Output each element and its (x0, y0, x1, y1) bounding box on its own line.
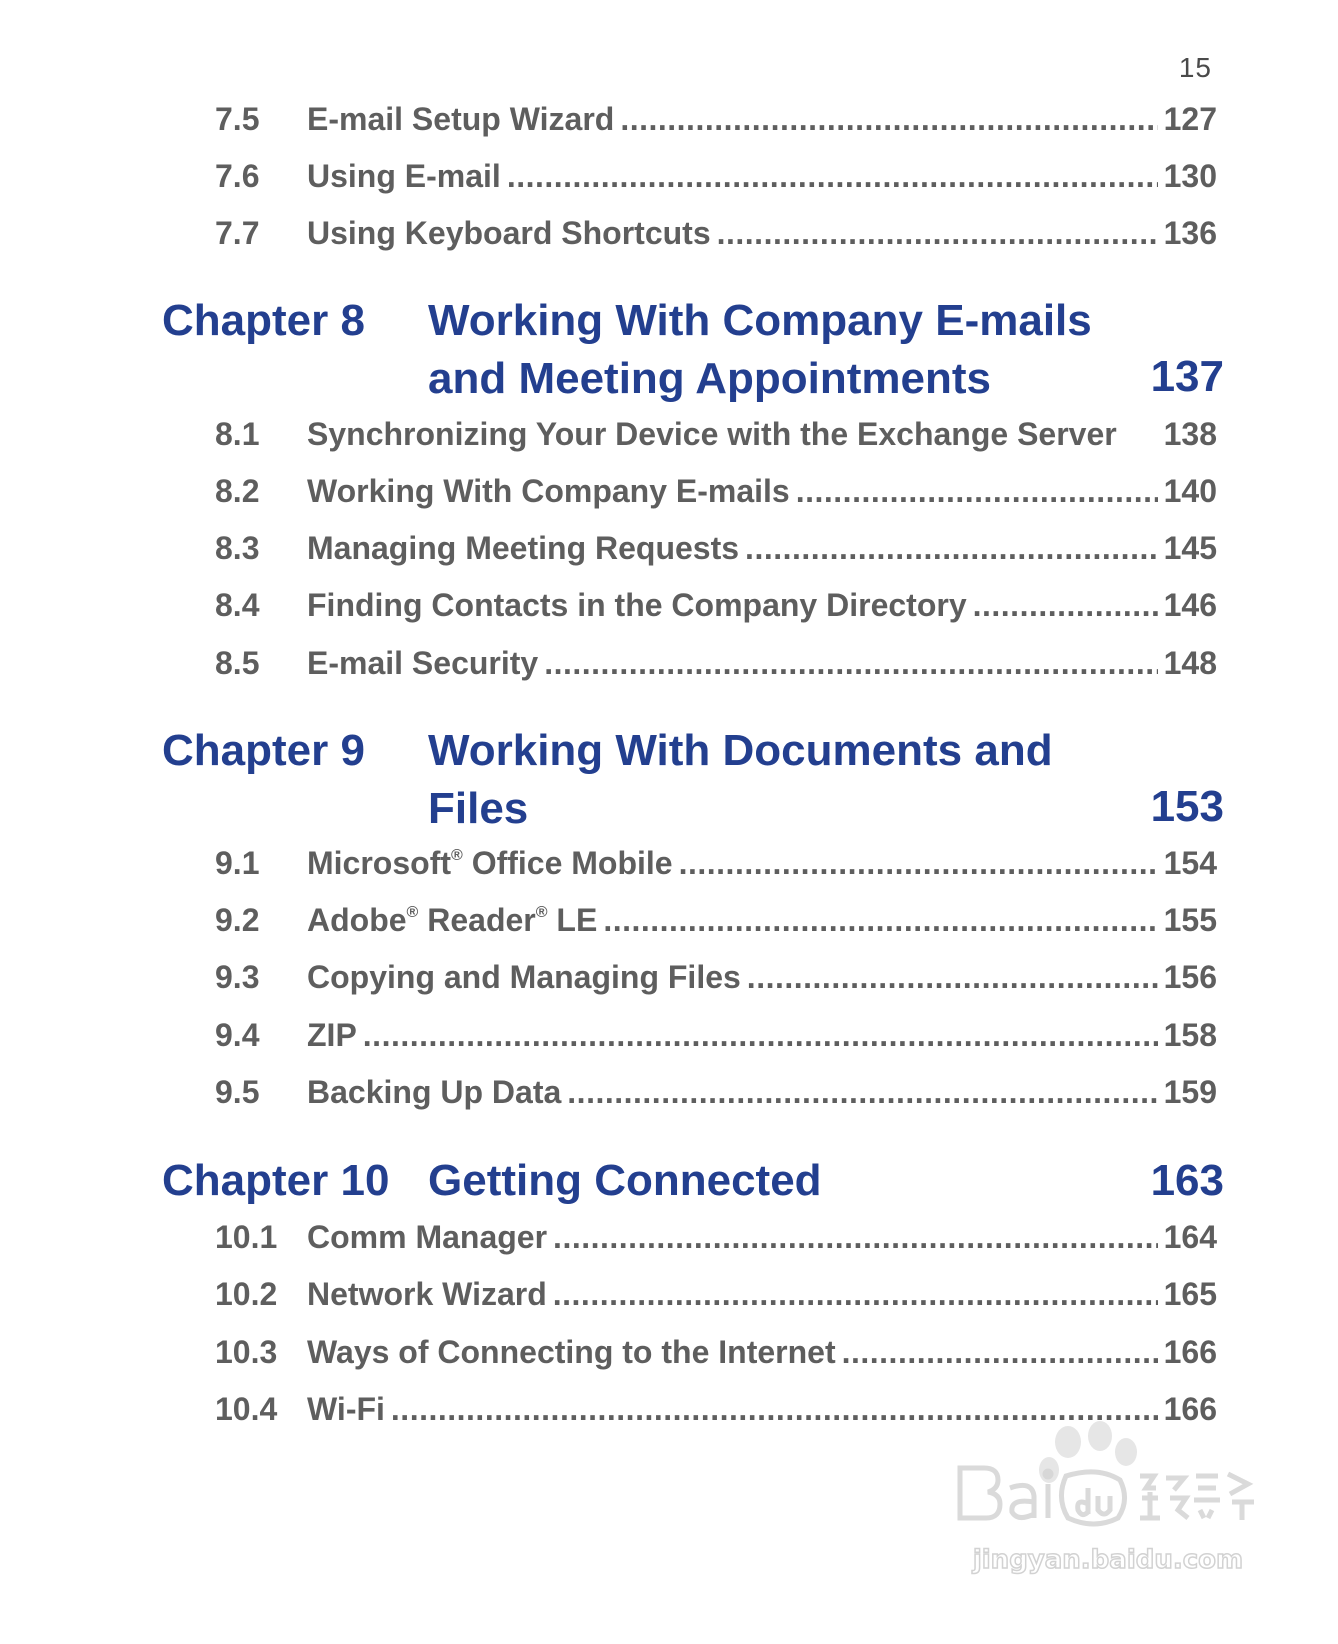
baidu-jingyan-watermark-logo (948, 1418, 1268, 1588)
chapter-title: Getting Connected (428, 1156, 822, 1205)
dot-leader (620, 101, 1157, 138)
entry-number: 9.3 (215, 959, 260, 995)
entry-title: Adobe® Reader® LE (307, 902, 598, 938)
chapter-10-heading[interactable] (162, 1152, 1224, 1210)
entry-page: 165 (1163, 1276, 1217, 1312)
entry-number: 7.7 (215, 215, 260, 251)
toc-entry-8-1[interactable] (215, 416, 1217, 460)
dot-leader (842, 1334, 1158, 1371)
entry-title: ZIP (307, 1017, 357, 1053)
watermark-url: jingyan.baidu.com (972, 1545, 1244, 1575)
entry-title: Microsoft® Office Mobile (307, 845, 673, 881)
entry-title: Using E-mail (307, 158, 501, 194)
dot-leader (544, 645, 1157, 682)
entry-number: 9.4 (215, 1017, 260, 1053)
toc-entry-9-3[interactable] (215, 959, 1217, 1003)
toc-entry-7-6[interactable] (215, 158, 1217, 202)
entry-number: 10.1 (215, 1219, 278, 1255)
toc-entry-10-3[interactable] (215, 1334, 1217, 1378)
entry-title: Backing Up Data (307, 1074, 562, 1110)
entry-title: Using Keyboard Shortcuts (307, 215, 711, 251)
entry-number: 9.1 (215, 845, 260, 881)
entry-number: 7.6 (215, 158, 260, 194)
toc-entry-8-2[interactable] (215, 473, 1217, 517)
toc-entry-8-5[interactable] (215, 645, 1217, 689)
toc-entry-8-4[interactable] (215, 587, 1217, 631)
entry-number: 8.1 (215, 416, 260, 452)
entry-number: 9.5 (215, 1074, 260, 1110)
entry-page: 127 (1163, 101, 1217, 137)
dot-leader (553, 1276, 1158, 1313)
dot-leader (717, 215, 1158, 252)
entry-page: 166 (1163, 1334, 1217, 1370)
chapter-label: Chapter 9 (162, 726, 365, 775)
entry-number: 8.2 (215, 473, 260, 509)
entry-title: Network Wizard (307, 1276, 547, 1312)
entry-title: Synchronizing Your Device with the Exchange Server (307, 416, 1117, 452)
toc-entry-9-1[interactable] (215, 845, 1217, 889)
entry-number: 7.5 (215, 101, 260, 137)
entry-number: 8.5 (215, 645, 260, 681)
entry-number: 10.4 (215, 1391, 278, 1427)
entry-title: Wi-Fi (307, 1391, 385, 1427)
chapter-page: 163 (1150, 1156, 1224, 1205)
entry-title: Comm Manager (307, 1219, 548, 1255)
entry-page: 166 (1163, 1391, 1217, 1427)
entry-number: 10.3 (215, 1334, 278, 1370)
entry-page: 130 (1163, 158, 1217, 194)
dot-leader (567, 1074, 1157, 1111)
chapter-label: Chapter 10 (162, 1156, 390, 1205)
chapter-title: Working With Documents and Files (428, 726, 1053, 833)
entry-page: 138 (1163, 416, 1217, 452)
entry-page: 154 (1163, 845, 1217, 881)
chapter-9-heading[interactable] (162, 722, 1224, 836)
page-number: 15 (1178, 52, 1212, 83)
dot-leader (973, 587, 1158, 624)
entry-number: 10.2 (215, 1276, 278, 1312)
entry-number: 8.3 (215, 530, 260, 566)
chapter-label: Chapter 8 (162, 296, 365, 345)
dot-leader (603, 902, 1157, 939)
entry-title: Ways of Connecting to the Internet (307, 1334, 836, 1370)
chapter-8-heading[interactable] (162, 292, 1224, 406)
dot-leader (745, 530, 1158, 567)
toc-entry-10-2[interactable] (215, 1276, 1217, 1320)
entry-title: E-mail Security (307, 645, 539, 681)
chapter-page: 137 (1150, 352, 1224, 401)
dot-leader (679, 845, 1158, 882)
toc-entry-10-1[interactable] (215, 1219, 1217, 1263)
entry-title: Finding Contacts in the Company Directory (307, 587, 967, 623)
entry-page: 148 (1163, 645, 1217, 681)
dot-leader (507, 158, 1158, 195)
entry-page: 155 (1163, 902, 1217, 938)
toc-entry-9-2[interactable] (215, 902, 1217, 946)
toc-entry-7-5[interactable] (215, 101, 1217, 145)
toc-entry-8-3[interactable] (215, 530, 1217, 574)
entry-page: 156 (1163, 959, 1217, 995)
entry-number: 8.4 (215, 587, 260, 623)
entry-page: 136 (1163, 215, 1217, 251)
toc-entry-9-4[interactable] (215, 1017, 1217, 1061)
entry-page: 159 (1163, 1074, 1217, 1110)
entry-page: 140 (1163, 473, 1217, 509)
entry-title: Working With Company E-mails (307, 473, 790, 509)
toc-entry-9-5[interactable] (215, 1074, 1217, 1118)
dot-leader (553, 1219, 1158, 1256)
chapter-title: Working With Company E-mails and Meeting Appointments (428, 296, 1092, 403)
entry-page: 146 (1163, 587, 1217, 623)
dot-leader (796, 473, 1158, 510)
entry-title: Managing Meeting Requests (307, 530, 740, 566)
entry-title: E-mail Setup Wizard (307, 101, 615, 137)
entry-page: 158 (1163, 1017, 1217, 1053)
entry-number: 9.2 (215, 902, 260, 938)
entry-page: 164 (1163, 1219, 1217, 1255)
toc-entry-7-7[interactable] (215, 215, 1217, 259)
dot-leader (747, 959, 1158, 996)
entry-title: Copying and Managing Files (307, 959, 741, 995)
chapter-page: 153 (1150, 782, 1224, 831)
entry-page: 145 (1163, 530, 1217, 566)
dot-leader (363, 1017, 1158, 1054)
